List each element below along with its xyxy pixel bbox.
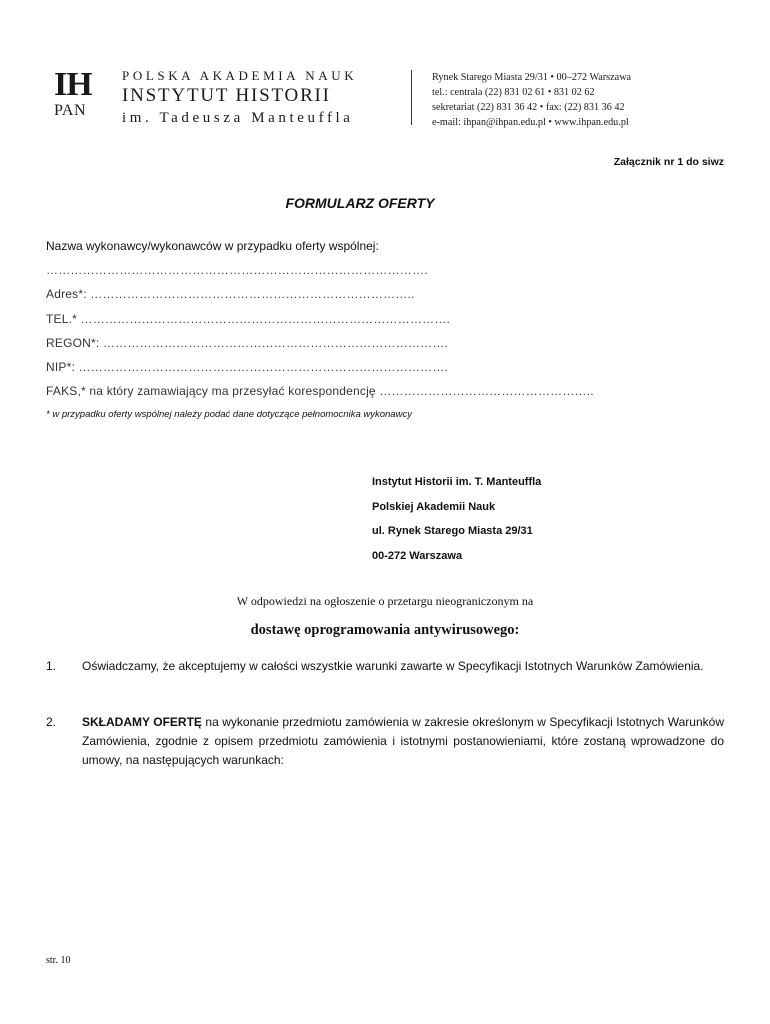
logo-pan-text: PAN <box>54 102 87 119</box>
contractor-fields <box>46 236 736 405</box>
contact-secretariat: sekretariat (22) 831 36 42 • fax: (22) 831 36 42 <box>432 102 625 113</box>
annex-label: Załącznik nr 1 do siwz <box>613 156 724 168</box>
item-text-body: Oświadczamy, że akceptujemy w całości wszystkie warunki zawarte w Specyfikacji Istotnych Warunków Zamówienia. <box>82 659 704 673</box>
contact-address: Rynek Starego Miasta 29/31 • 00–272 Warszawa <box>432 72 632 83</box>
recipient-line-4: 00-272 Warszawa <box>372 549 463 562</box>
item-text <box>82 713 724 770</box>
item-text-body: na wykonanie przedmiotu zamówienia w zakresie określonym w Specyfikacji Istotnych Warunków Zamówienia, zgodnie z opisem przedmiotu zamówienia i istotnymi postanowieniami, które zostaną wprowadzone do umowy, na następujących warunkach: <box>82 715 724 767</box>
nip-field[interactable]: NIP*: ………………………………………………………………………………. <box>46 359 449 374</box>
item-lead: SKŁADAMY OFERTĘ <box>82 715 202 729</box>
org-line-1: POLSKA AKADEMIA NAUK <box>122 68 358 83</box>
address-field[interactable]: Adres*: …………………………………………………………………….. <box>46 287 415 302</box>
recipient-line-3: ul. Rynek Starego Miasta 29/31 <box>372 525 533 537</box>
recipient-address <box>372 472 541 570</box>
org-line-3: im. Tadeusza Manteuffla <box>122 110 354 126</box>
tel-field[interactable]: TEL.* ………………………………………………………………………………. <box>46 311 451 326</box>
contractor-name-field[interactable]: …………………………………………………………………………………. <box>46 263 428 278</box>
contractor-name-label: Nazwa wykonawcy/wykonawców w przypadku oferty wspólnej: <box>46 239 379 253</box>
recipient-line-1: Instytut Historii im. T. Manteuffla <box>372 476 542 488</box>
ihpan-logo <box>54 66 106 120</box>
org-line-2: INSTYTUT HISTORII <box>122 85 331 106</box>
item-number: 1. <box>46 659 57 673</box>
tender-subject: dostawę oprogramowania antywirusowego: <box>250 622 520 638</box>
form-title: FORMULARZ OFERTY <box>285 195 435 211</box>
institution-name <box>122 68 357 128</box>
item-number: 2. <box>46 715 57 729</box>
letterhead-divider <box>411 70 412 125</box>
response-line: W odpowiedzi na ogłoszenie o przetargu nieograniczonym na <box>236 594 534 608</box>
list-item <box>46 657 724 676</box>
fax-field[interactable]: FAKS,* na który zamawiający ma przesyłać korespondencję …………………………………………….. <box>46 384 594 399</box>
contact-email: e-mail: ihpan@ihpan.edu.pl • www.ihpan.edu.pl <box>432 117 629 128</box>
regon-field[interactable]: REGON*: …………………………………………………………………………. <box>46 335 449 350</box>
item-text <box>82 657 724 676</box>
list-item <box>46 713 724 770</box>
contact-block <box>432 70 631 130</box>
logo-ih-text: IH <box>54 66 92 103</box>
page-number: str. 10 <box>46 955 71 966</box>
footnote: * w przypadku oferty wspólnej należy podać dane dotyczące pełnomocnika wykonawcy <box>46 409 412 420</box>
recipient-line-2: Polskiej Akademii Nauk <box>372 500 496 513</box>
contact-phone: tel.: centrala (22) 831 02 61 • 831 02 62 <box>432 87 595 98</box>
